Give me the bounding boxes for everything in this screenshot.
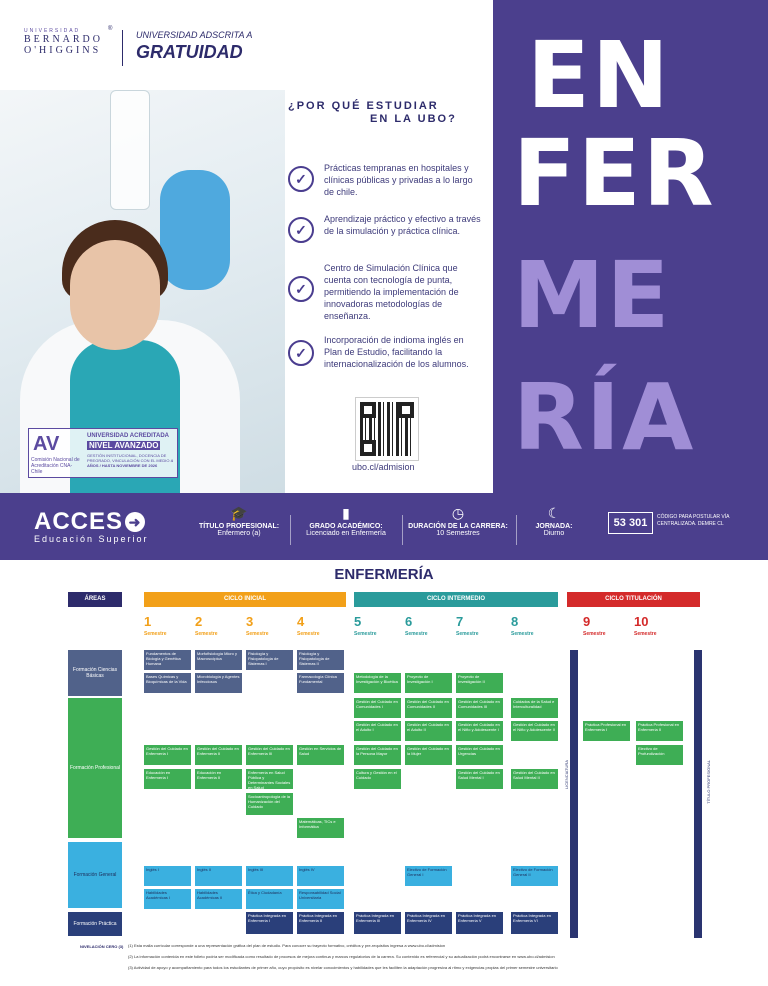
course-cell[interactable]: Cultura y Gestión en el Cuidado xyxy=(354,769,401,789)
fact-value: 10 Semestres xyxy=(436,530,480,537)
fact-label: JORNADA: xyxy=(535,523,573,530)
course-cell[interactable]: Educación en Enfermería I xyxy=(144,769,191,789)
titulo-label: TÍTULO PROFESIONAL xyxy=(706,760,711,804)
semester-label: Semestre xyxy=(144,631,167,637)
benefit-text: Incorporación de indioma inglés en Plan de Estudio, facilitando la internacionalización de los alumnos. xyxy=(324,335,469,369)
benefit-text: Prácticas tempranas en hospitales y clínicas públicas y privadas a lo largo de chile. xyxy=(324,163,473,197)
qr-code[interactable] xyxy=(356,398,418,460)
fact-label: DURACIÓN DE LA CARRERA: xyxy=(408,523,508,530)
arrow-icon: ➜ xyxy=(125,512,145,532)
footnote: (2) La información contenida en este folleto podría ser modificada como resultado de procesos de mejora continua y marcos regulatorios de la carrera. Su contenido es referencial y su actualización podrá encontrarse en www.ubo.cl/admision xyxy=(128,954,555,959)
course-cell[interactable]: Electivo de Profundización xyxy=(636,745,683,765)
registered-mark: ® xyxy=(108,26,113,32)
course-cell[interactable]: Práctica Profesional en Enfermería II xyxy=(636,721,683,741)
course-cell[interactable]: Práctica Integrada en Enfermería V xyxy=(456,912,503,934)
course-cell[interactable]: Morfofisiología Micro y Macroscópica xyxy=(195,650,242,670)
fact-value: Licenciado en Enfermería xyxy=(306,530,386,537)
benefit-text: Aprendizaje práctico y efectivo a través de la simulación y práctica clínica. xyxy=(324,214,481,236)
course-cell[interactable]: Cuidados de la Salud e Interculturalidad xyxy=(511,698,558,718)
course-cell[interactable]: Gestión del Cuidado en Comunidades II xyxy=(405,698,452,718)
course-cell[interactable]: Gestión del Cuidado en Salud Mental I xyxy=(456,769,503,789)
fact-value: Enfermero (a) xyxy=(217,530,261,537)
fact-title xyxy=(196,505,282,537)
semester-label: Semestre xyxy=(405,631,428,637)
course-cell[interactable]: Farmacología Clínica Fundamental xyxy=(297,673,344,693)
title-line-1: EN xyxy=(527,22,671,129)
fact-label: TÍTULO PROFESIONAL: xyxy=(198,523,280,530)
course-cell[interactable]: Gestión del Cuidado en Urgencias xyxy=(456,745,503,765)
curriculum-title: ENFERMERÍA xyxy=(334,566,434,583)
semester-label: Semestre xyxy=(583,631,606,637)
semester-number: 8 xyxy=(511,614,519,629)
title-line-3: ME xyxy=(513,242,672,349)
accreditation-level: NIVEL AVANZADO xyxy=(89,441,159,450)
cycle-titulation-header: CICLO TITULACIÓN xyxy=(567,592,700,607)
benefit-text: Centro de Simulación Clínica que cuenta con tecnología de punta, permitiendo la implementación de innovadoras metodologías de enseñanza. xyxy=(324,263,459,321)
course-cell[interactable]: Práctica Integrada en Enfermería II xyxy=(297,912,344,934)
semester-label: Semestre xyxy=(297,631,320,637)
check-circle-icon: ✓ xyxy=(288,166,314,192)
course-cell[interactable]: Microbiología y Agentes Infecciosos xyxy=(195,673,242,693)
areas-header: ÁREAS xyxy=(68,592,122,607)
course-cell[interactable]: Habilidades Académicas I xyxy=(144,889,191,909)
check-circle-icon: ✓ xyxy=(288,276,314,302)
course-cell[interactable]: Gestión del Cuidado en Salud Mental II xyxy=(511,769,558,789)
course-cell[interactable]: Gestión del Cuidado en la Persona Mayor xyxy=(354,745,401,765)
course-cell[interactable]: Gestión del Cuidado en la Mujer xyxy=(405,745,452,765)
semester-number: 10 xyxy=(634,614,649,629)
course-cell[interactable]: Proyecto de Investigación II xyxy=(456,673,503,693)
semester-number: 2 xyxy=(195,614,203,629)
clock-icon: ◷ xyxy=(451,505,465,521)
logo-name-line1: BERNARDO xyxy=(24,34,104,45)
course-cell[interactable]: Habilidades Académicas II xyxy=(195,889,242,909)
footnote: (1) Esta malla curricular corresponde a una representación gráfica del plan de estudio. Para conocer su trayecto formativo, créditos y pre-requisitos ingresa a www.ubo.cl/admision xyxy=(128,943,446,948)
application-code-text: CÓDIGO PARA POSTULAR VÍA CENTRALIZADA. DEMRE CL xyxy=(657,514,730,527)
course-cell[interactable]: Matemáticas, TICs e Informática xyxy=(297,818,344,838)
semester-number: 7 xyxy=(456,614,464,629)
logo-divider xyxy=(122,30,123,66)
course-cell[interactable]: Fisiología y Fisiopatología de Sistemas I xyxy=(246,650,293,670)
check-circle-icon: ✓ xyxy=(288,340,314,366)
cna-logo: AV xyxy=(33,433,60,455)
gratuidad-label: GRATUIDAD xyxy=(136,42,243,62)
acceso-logo xyxy=(34,508,145,536)
course-cell[interactable]: Bases Químicas y Bioquímicas de la Vida xyxy=(144,673,191,693)
check-circle-icon: ✓ xyxy=(288,217,314,243)
course-cell[interactable]: Responsabilidad Social Universitaria xyxy=(297,889,344,909)
adscrita-label: UNIVERSIDAD ADSCRITA A xyxy=(136,30,253,40)
course-cell[interactable]: Gestión del Cuidado en Enfermería II xyxy=(195,745,242,765)
accreditation-badge xyxy=(28,428,178,478)
benefit-item xyxy=(288,262,488,322)
course-cell[interactable]: Gestión del Cuidado en el Niño y Adolescente I xyxy=(456,721,503,741)
course-cell[interactable]: Inglés I xyxy=(144,866,191,886)
licenciatura-bar xyxy=(570,650,578,938)
nivelacion-label: NIVELACIÓN CERO (3) xyxy=(80,944,124,949)
why-heading-line2: EN LA UBO? xyxy=(370,113,457,125)
fact-label: GRADO ACADÉMICO: xyxy=(309,523,383,530)
title-line-4: RÍA xyxy=(513,364,696,471)
semester-number: 6 xyxy=(405,614,413,629)
course-cell[interactable]: Enfermería en Salud Pública y Determinantes Sociales en Salud xyxy=(246,769,293,789)
semester-label: Semestre xyxy=(511,631,534,637)
course-cell[interactable]: Práctica Integrada en Enfermería I xyxy=(246,912,293,934)
application-code: 53 301 xyxy=(608,512,653,534)
cycle-initial-header: CICLO INICIAL xyxy=(144,592,346,607)
divider xyxy=(516,515,517,545)
course-cell[interactable]: Electivo de Formación General II xyxy=(511,866,558,886)
benefit-item xyxy=(288,162,488,202)
ubo-logo[interactable] xyxy=(24,28,114,68)
semester-label: Semestre xyxy=(634,631,657,637)
acceso-subtitle: Educación Superior xyxy=(34,534,149,544)
title-panel xyxy=(493,0,768,493)
area-basic-sciences: Formación Ciencias Básicas xyxy=(68,650,122,696)
cycle-intermediate-header: CICLO INTERMEDIO xyxy=(354,592,558,607)
divider xyxy=(290,515,291,545)
benefit-item xyxy=(288,334,488,374)
area-general: Formación General xyxy=(68,842,122,908)
accreditation-detail: GESTIÓN INSTITUCIONAL, DOCENCIA DE PREGRADO, VINCULACIÓN CON EL MEDIO 4 AÑOS / HASTA NOVIEMBRE DE 2026 xyxy=(87,453,173,468)
course-cell[interactable]: Inglés IV xyxy=(297,866,344,886)
semester-label: Semestre xyxy=(354,631,377,637)
semester-label: Semestre xyxy=(195,631,218,637)
semester-label: Semestre xyxy=(246,631,269,637)
course-cell[interactable]: Gestión del Cuidado en Comunidades III xyxy=(456,698,503,718)
course-cell[interactable]: Fundamentos de Biología y Genética Humana xyxy=(144,650,191,670)
divider xyxy=(402,515,403,545)
semester-number: 5 xyxy=(354,614,362,629)
course-cell[interactable]: Gestión del Cuidado en Comunidades I xyxy=(354,698,401,718)
semester-number: 9 xyxy=(583,614,591,629)
course-cell[interactable]: Electivo de Formación General I xyxy=(405,866,452,886)
titulo-bar xyxy=(694,650,702,938)
semester-number: 1 xyxy=(144,614,152,629)
semester-number: 3 xyxy=(246,614,254,629)
course-cell[interactable]: Proyecto de Investigación I xyxy=(405,673,452,693)
acceso-text: ACCES xyxy=(34,508,124,535)
course-cell[interactable]: Educación en Enfermería II xyxy=(195,769,242,789)
benefit-item xyxy=(288,213,488,253)
course-cell[interactable]: Gestión del Cuidado en Enfermería I xyxy=(144,745,191,765)
course-cell[interactable]: Socioantropología de la Humanización del Cuidado xyxy=(246,793,293,815)
course-cell[interactable]: Gestión del Cuidado en el Adulto I xyxy=(354,721,401,741)
course-cell[interactable]: Práctica Integrada en Enfermería III xyxy=(354,912,401,934)
course-cell[interactable]: Práctica Integrada en Enfermería IV xyxy=(405,912,452,934)
accreditation-org: Comisión Nacional de Acreditación CNA-Chile xyxy=(31,457,80,475)
semester-label: Semestre xyxy=(456,631,479,637)
admission-url[interactable]: ubo.cl/admision xyxy=(352,462,415,472)
course-cell[interactable]: Metodología de la Investigación y Bioética xyxy=(354,673,401,693)
moon-icon: ☾ xyxy=(547,505,561,521)
course-cell[interactable]: Gestión en Servicios de Salud xyxy=(297,745,344,765)
logo-name-line2: O'HIGGINS xyxy=(24,45,102,56)
fact-value: Diurno xyxy=(543,530,565,537)
footnote: (3) Actividad de apoyo y acompañamiento para todos los estudiantes de primer año, cuyo propósito es nivelar conocimientos y habilidades que les faciliten la adaptación progresiva al ritmo y exigencias propias del primer semestre universitario xyxy=(128,965,558,970)
fact-duration xyxy=(406,505,510,537)
course-cell[interactable]: Fisiología y Fisiopatología de Sistemas II xyxy=(297,650,344,670)
area-practice: Formación Práctica xyxy=(68,912,122,936)
course-cell[interactable]: Gestión del Cuidado en Enfermería III xyxy=(246,745,293,765)
bookmark-icon: ▮ xyxy=(342,505,350,521)
course-cell[interactable]: Inglés III xyxy=(246,866,293,886)
accreditation-title: UNIVERSIDAD ACREDITADA xyxy=(87,433,170,439)
course-cell[interactable]: Gestión del Cuidado en el Niño y Adolescente II xyxy=(511,721,558,741)
logo-university-word: UNIVERSIDAD xyxy=(24,28,81,34)
course-cell[interactable]: Inglés II xyxy=(195,866,242,886)
graduation-cap-icon: 🎓 xyxy=(230,505,248,521)
course-cell[interactable]: Práctica Integrada en Enfermería VI xyxy=(511,912,558,934)
title-line-2: FER xyxy=(513,120,716,227)
why-heading-line1: ¿POR QUÉ ESTUDIAR xyxy=(288,100,439,112)
course-cell[interactable]: Práctica Profesional en Enfermería I xyxy=(583,721,630,741)
fact-degree xyxy=(296,505,396,537)
course-cell[interactable]: Ética y Ciudadanía xyxy=(246,889,293,909)
semester-number: 4 xyxy=(297,614,305,629)
fact-schedule xyxy=(522,505,586,537)
course-cell[interactable]: Gestión del Cuidado en el Adulto II xyxy=(405,721,452,741)
licenciatura-label: LICENCIATURA xyxy=(564,760,569,790)
area-professional: Formación Profesional xyxy=(68,698,122,838)
